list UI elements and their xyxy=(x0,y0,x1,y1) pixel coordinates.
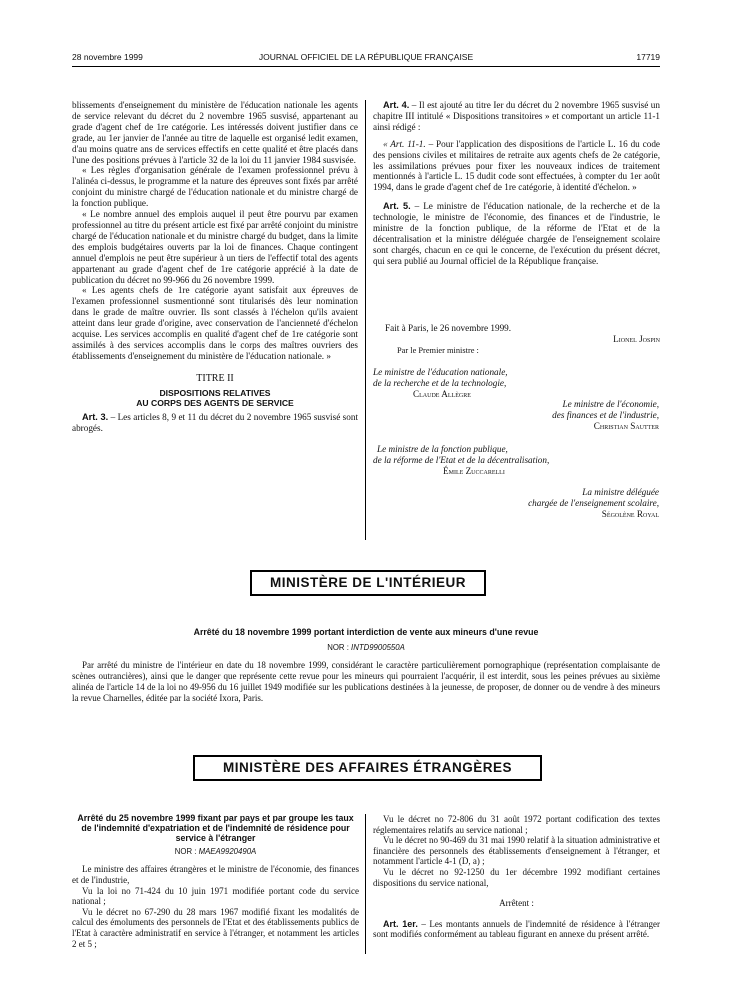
article-text: – Les montants annuels de l'indemnité de résidence à l'étranger sont modifiés conformément au tableau figurant en annexe du présent arrêté. xyxy=(373,918,660,940)
titre-subheading: DISPOSITIONS RELATIVES xyxy=(159,387,271,398)
etrangeres-right-column xyxy=(373,814,660,940)
paragraph: « Les règles d'organisation générale de l'examen professionnel prévu à l'alinéa ci-dessus, le programme et la nature des épreuves sont fixés par arrêté conjoint du ministre chargé de l'éducation nationale et du ministre chargé de la fonction publique. xyxy=(72,165,358,209)
arrete-title: Arrêté du 25 novembre 1999 fixant par pays et par groupe les taux de l'indemnité d'expatriation et de l'indemnité de résidence pour service à l'étranger xyxy=(77,813,354,843)
paragraph: Vu le décret no 90-469 du 31 mai 1990 relatif à la situation administrative et financière des personnels des établissements d'enseignement à l'étranger, et notamment l'article 4-1 (D, a) ; xyxy=(373,835,660,867)
article-label: Art. 3. xyxy=(82,411,109,422)
right-column xyxy=(373,100,660,267)
paragraph: Vu le décret no 67-290 du 28 mars 1967 modifié fixant les modalités de calcul des émoluments des personnels de l'Etat et des établissements publics de l'Etat à caractère administratif en service à l'étranger, et notamment les articles 2 et 5 ; xyxy=(72,906,359,949)
page-header xyxy=(72,52,660,66)
ministry-box-interieur xyxy=(250,570,486,596)
ministry-box-etrangeres xyxy=(193,755,542,781)
minister-title: Le ministre de l'économie, xyxy=(562,399,659,409)
article-text: – Il est ajouté au titre Ier du décret du 2 novembre 1965 susvisé un chapitre III intitulé « Dispositions transitoires » et comportant un article 11-1 ainsi rédigé : xyxy=(373,100,660,132)
article-4 xyxy=(373,100,660,133)
arretent: Arrêtent : xyxy=(499,898,534,909)
par-le-premier-ministre: Par le Premier ministre : xyxy=(397,346,479,355)
minister-title: des finances et de l'industrie, xyxy=(552,410,659,420)
paragraph: Vu le décret no 72-806 du 31 août 1972 portant codification des textes réglementaires relatifs au service national ; xyxy=(373,814,660,835)
minister-title: La ministre déléguée xyxy=(582,487,659,497)
nor-label: NOR : xyxy=(174,847,199,857)
arrete-title: Arrêté du 18 novembre 1999 portant interdiction de vente aux mineurs d'une revue xyxy=(193,627,539,637)
column-divider xyxy=(365,814,366,954)
paragraph: « Le nombre annuel des emplois auquel il peut être pourvu par examen professionnel au titre du présent article est fixé par arrêté conjoint du ministre chargé de l'éducation nationale et du ministre chargé du budget, dans la limite des emplois budgétaires ouverts par la loi de finances. Chaque contingent annuel d'emplois ne peut être supérieur à un tiers de l'effectif total des agents appartenant au grade d'agent chef de 1re catégorie apprécié à la date de publication du décret no 99-966 du 26 novembre 1999. xyxy=(72,209,358,285)
article-label: Art. 5. xyxy=(383,201,411,212)
signature-minister-3 xyxy=(373,444,660,477)
signatory-name: Christian Sautter xyxy=(593,421,659,431)
paragraph: Vu le décret no 92-1250 du 1er décembre 1992 modifiant certaines dispositions du service national, xyxy=(373,866,660,888)
paragraph: blissements d'enseignement du ministère de l'éducation nationale les agents de service relevant du décret du 2 novembre 1965 susvisé, appartenant au grade d'agent chef de 1re catégorie. Les intéressés doivent justifier dans ce grade, au 1er janvier de l'année au titre de laquelle est organisé ledit examen, d'au moins quatre ans de services effectifs en cette qualité et être placés dans l'une des positions prévues à l'article 32 de la loi du 11 janvier 1984 susvisée. xyxy=(72,100,358,165)
nor-line xyxy=(72,643,660,652)
signatory-name: Ségolène Royal xyxy=(601,509,659,519)
header-page-number: 17719 xyxy=(636,52,660,62)
nor-code: MAEA9920490A xyxy=(198,847,257,857)
header-journal: JOURNAL OFFICIEL DE LA RÉPUBLIQUE FRANÇAISE xyxy=(258,52,474,62)
visas xyxy=(72,864,359,949)
article-3 xyxy=(72,412,358,434)
signature-block xyxy=(385,323,660,356)
nor-label: NOR : xyxy=(327,643,352,652)
ministry-label: MINISTÈRE DE L'INTÉRIEUR xyxy=(270,575,466,590)
minister-title: Le ministre de l'éducation nationale, xyxy=(373,367,508,377)
article-text: – Pour l'application des dispositions de l'article L. 16 du code des pensions civiles et militaires de retraite aux agents chefs de 2e catégorie, les assimilations prévues pour fixer les nouveaux indices de traitement mentionnés à l'article L. 15 dudit code sont effectuées, à compter du 1er août 1994, dans le grade d'agent chef de 1re catégorie, à identité d'échelon. » xyxy=(373,138,660,193)
article-label: « Art. 11-1. xyxy=(383,138,426,149)
paragraph: Vu la loi no 71-424 du 10 juin 1971 modifiée portant code du service national ; xyxy=(72,885,359,907)
ministry-label: MINISTÈRE DES AFFAIRES ÉTRANGÈRES xyxy=(222,760,513,775)
left-column xyxy=(72,100,358,433)
header-date: 28 novembre 1999 xyxy=(72,52,143,62)
article-text: – Les articles 8, 9 et 11 du décret du 2 novembre 1965 susvisé sont abrogés. xyxy=(72,411,358,433)
paragraph: « Les agents chefs de 1re catégorie ayant satisfait aux épreuves de l'examen professionnel susmentionné sont titularisés dès leur nomination dans le grade de maître ouvrier. Ils sont classés à l'échelon qu'ils avaient atteint dans leur grade d'origine, avec conservation de l'ancienneté d'échelon acquise. Les services accomplis en qualité d'agent chef de 1re catégorie sont assimilés à des services accomplis dans le corps des maîtres ouvriers des établissements d'enseignement du ministère de l'éducation nationale. » xyxy=(72,285,358,361)
nor-line xyxy=(72,847,359,856)
article-11-1 xyxy=(373,139,660,194)
signature-minister-1 xyxy=(373,367,660,400)
minister-title: Le ministre de la fonction publique, xyxy=(377,444,508,454)
article-label: Art. 4. xyxy=(383,100,410,110)
interieur-text xyxy=(72,660,660,704)
article-text: – Le ministre de l'éducation nationale, de la recherche et de la technologie, le ministre de l'économie, des finances et de l'industrie, le ministre de la fonction publique, de la réforme de l'Etat et de la décentralisation et la ministre déléguée chargée de l'enseignement scolaire sont chargés, chacun en ce qui le concerne, de l'exécution du présent décret, qui sera publié au Journal officiel de la République française. xyxy=(373,201,660,266)
signatory-name: Claude Allègre xyxy=(413,389,471,399)
signature-minister-2 xyxy=(373,399,659,432)
signatory-name: Émile Zuccarelli xyxy=(443,466,505,476)
minister-title: chargée de l'enseignement scolaire, xyxy=(528,498,659,508)
titre-subheading: AU CORPS DES AGENTS DE SERVICE xyxy=(136,398,294,409)
nor-code: INTD9900550A xyxy=(351,643,405,652)
column-divider xyxy=(365,100,366,540)
fait-a-paris: Fait à Paris, le 26 novembre 1999. xyxy=(385,323,512,333)
minister-title: de la recherche et de la technologie, xyxy=(373,378,507,388)
signatory-name: Lionel Jospin xyxy=(613,334,660,344)
article-label: Art. 1er. xyxy=(383,918,418,929)
article-1 xyxy=(373,919,660,940)
signature-minister-4 xyxy=(373,487,659,520)
minister-title: de la réforme de l'Etat et de la décentralisation, xyxy=(373,455,550,465)
paragraph: Le ministre des affaires étrangères et le ministre de l'économie, des finances et de l'industrie, xyxy=(72,864,359,885)
titre-heading: TITRE II xyxy=(196,372,234,384)
article-5 xyxy=(373,201,660,266)
paragraph: Par arrêté du ministre de l'intérieur en date du 18 novembre 1999, considérant le caractère particulièrement pornographique (représentation complaisante de scènes outrancières), ainsi que le danger que représente cette revue pour les mineurs qui pourraient l'acquérir, il est interdit, sous les peines prévues au sixième alinéa de l'article 14 de la loi no 49-956 du 16 juillet 1949 modifiée sur les publications destinées à la jeunesse, de proposer, de donner ou de vendre à des mineurs la revue Charnelles, éditée par la société Ixora, Paris. xyxy=(72,660,660,703)
etrangeres-left-column xyxy=(72,814,359,949)
header-rule xyxy=(72,66,660,67)
